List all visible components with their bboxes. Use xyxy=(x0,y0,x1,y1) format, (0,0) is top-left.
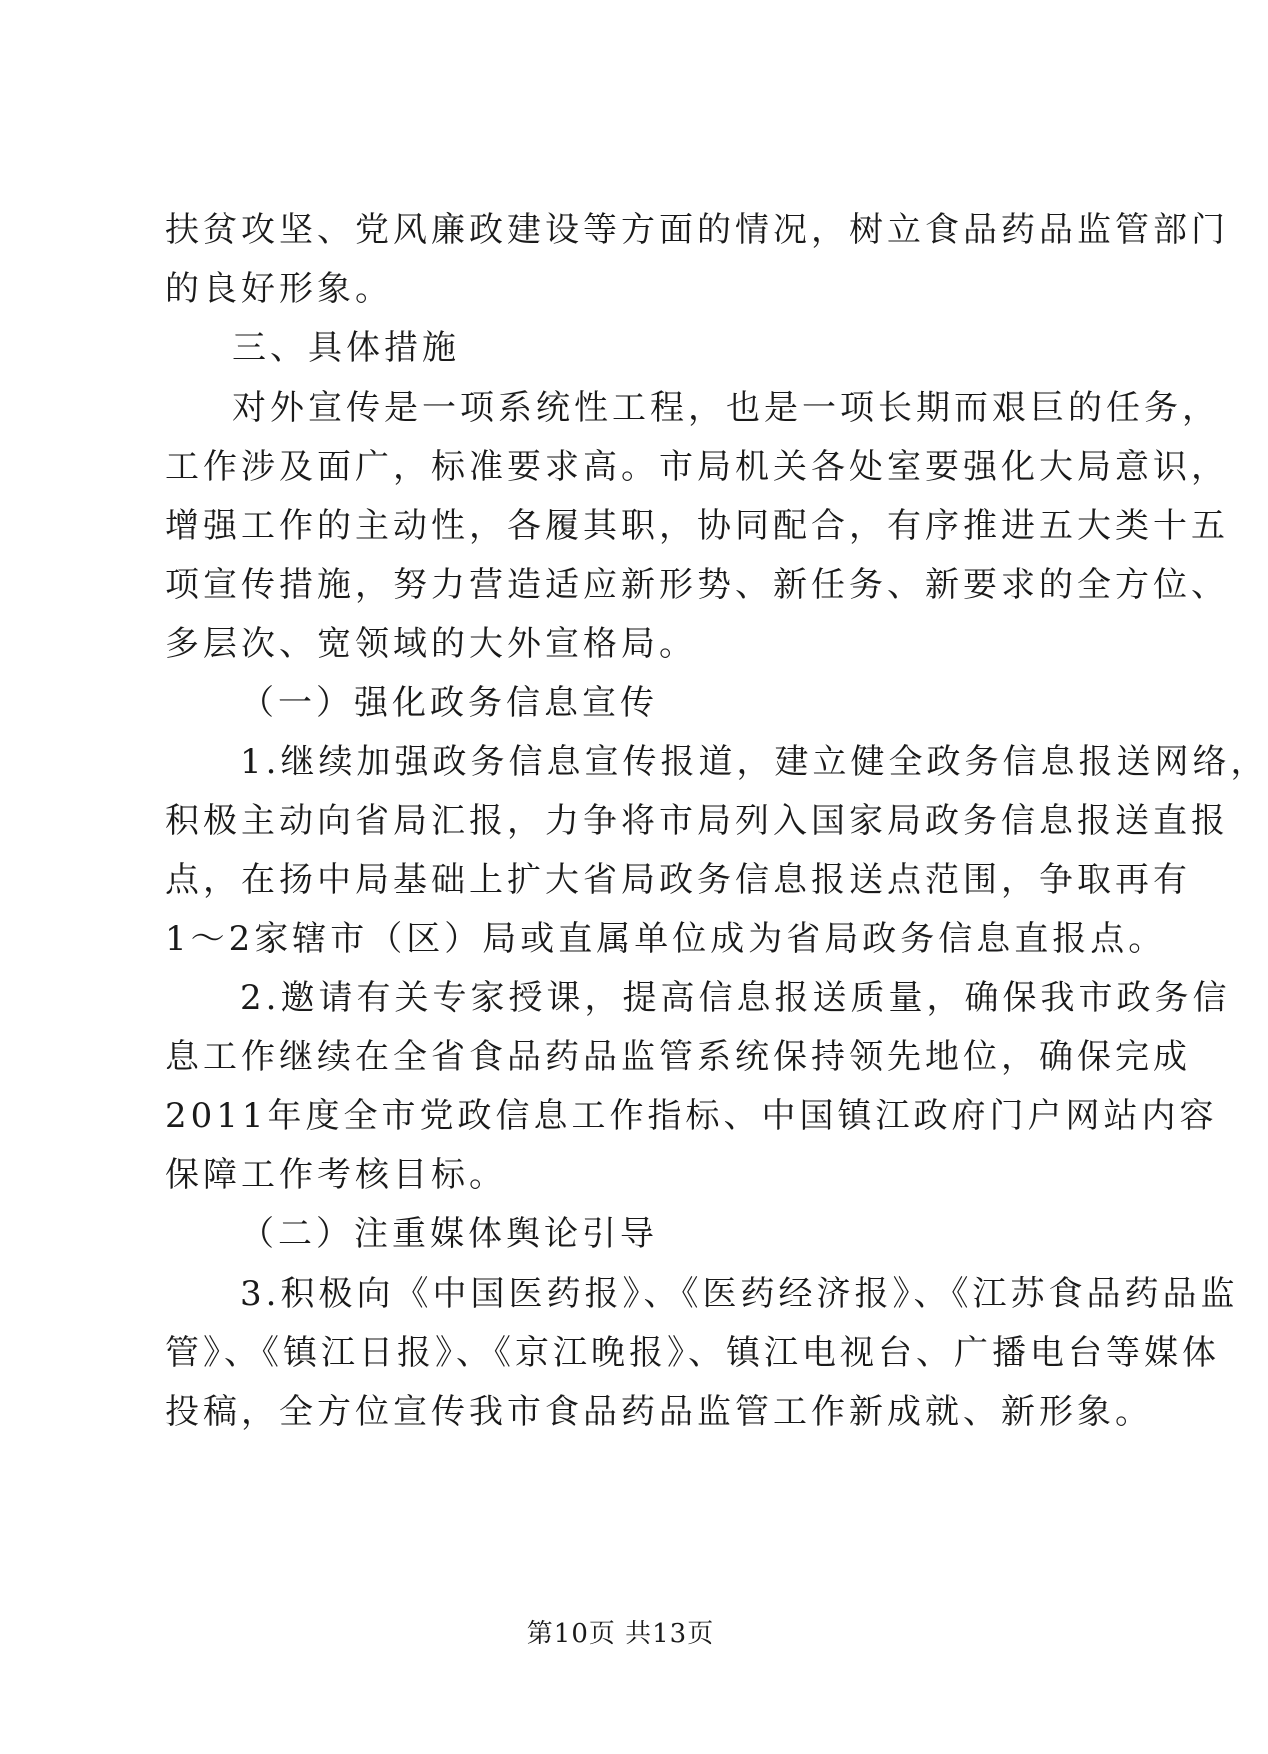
section-heading: 三、具体措施 xyxy=(232,328,460,368)
body-text-line: 1.继续加强政务信息宣传报道，建立健全政务信息报送网络， xyxy=(240,742,1268,782)
body-text-line: 工作涉及面广，标准要求高。市局机关各处室要强化大局意识， xyxy=(165,447,1229,487)
subsection-heading: （一）强化政务信息宣传 xyxy=(240,683,658,723)
body-text-line: 对外宣传是一项系统性工程，也是一项长期而艰巨的任务， xyxy=(232,388,1220,428)
body-text-line: 3.积极向《中国医药报》、《医药经济报》、《江苏食品药品监 xyxy=(240,1274,1239,1314)
body-text-line: 的良好形象。 xyxy=(165,269,393,309)
body-text-line: 管》、《镇江日报》、《京江晚报》、镇江电视台、广播电台等媒体 xyxy=(165,1333,1220,1373)
subsection-heading: （二）注重媒体舆论引导 xyxy=(240,1214,658,1254)
body-text-line: 积极主动向省局汇报，力争将市局列入国家局政务信息报送直报 xyxy=(165,801,1229,841)
body-text-line: 扶贫攻坚、党风廉政建设等方面的情况，树立食品药品监管部门 xyxy=(165,210,1229,250)
page-number-footer: 第10页 共13页 xyxy=(526,1619,715,1649)
body-text-line: 点，在扬中局基础上扩大省局政务信息报送点范围，争取再有 xyxy=(165,860,1191,900)
body-text-line: 增强工作的主动性，各履其职，协同配合，有序推进五大类十五 xyxy=(165,506,1229,546)
body-text-line: 2011年度全市党政信息工作指标、中国镇江政府门户网站内容 xyxy=(165,1096,1218,1136)
body-text-line: 投稿，全方位宣传我市食品药品监管工作新成就、新形象。 xyxy=(165,1392,1153,1432)
body-text-line: 2.邀请有关专家授课，提高信息报送质量，确保我市政务信 xyxy=(240,978,1231,1018)
body-text-line: 1～2家辖市（区）局或直属单位成为省局政务信息直报点。 xyxy=(165,919,1167,959)
body-text-line: 项宣传措施，努力营造适应新形势、新任务、新要求的全方位、 xyxy=(165,565,1229,605)
body-text-line: 多层次、宽领域的大外宣格局。 xyxy=(165,624,697,664)
body-text-line: 保障工作考核目标。 xyxy=(165,1155,507,1195)
body-text-line: 息工作继续在全省食品药品监管系统保持领先地位，确保完成 xyxy=(165,1037,1191,1077)
